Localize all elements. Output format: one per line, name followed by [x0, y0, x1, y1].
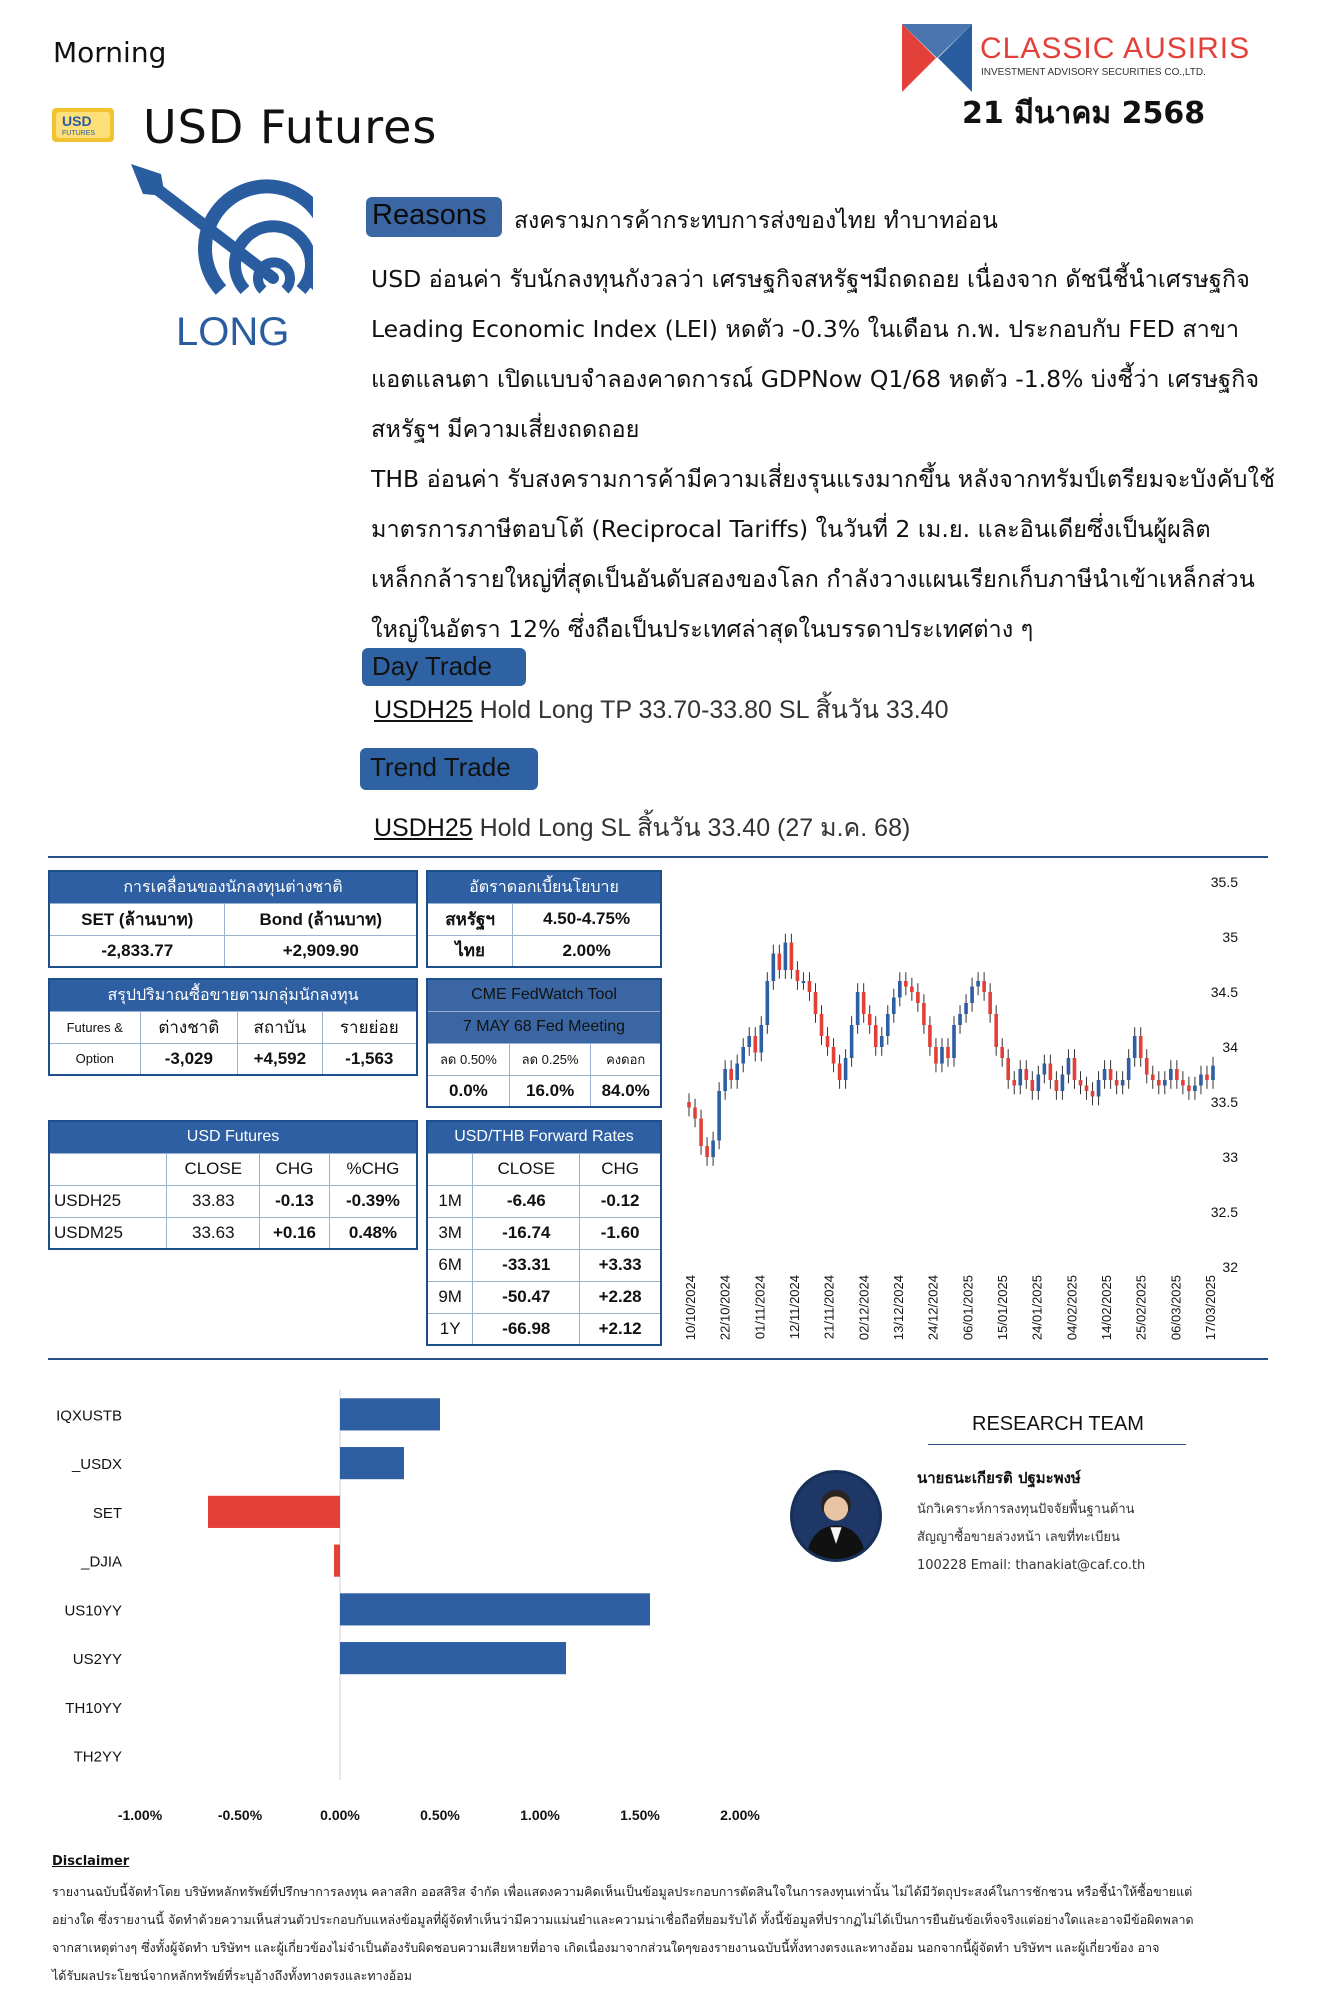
research-team-title: RESEARCH TEAM — [972, 1413, 1144, 1435]
reason-line: Leading Economic Index (LEI) หดตัว -0.3% ในเดือน ก.พ. ประกอบกับ FED สาขา — [371, 315, 1240, 343]
candle-body — [1205, 1075, 1209, 1081]
candle-body — [753, 1036, 757, 1053]
reason-line: THB อ่อนค่า รับสงครามการค้ามีความเสี่ยงรุนแรงมากขึ้น หลังจากทรัมป์เตรียมจะบังคับใช้ — [371, 465, 1275, 493]
candle-body — [802, 981, 806, 983]
candle-body — [1073, 1058, 1077, 1080]
day-trade-tag: Day Trade — [362, 648, 526, 686]
candle-body — [958, 1014, 962, 1025]
bar-category-label: IQXUSTB — [56, 1407, 122, 1425]
candle-body — [874, 1025, 878, 1047]
candle-body — [988, 992, 992, 1014]
disclaimer-line: อย่างใด ซึ่งรายงานนี้ จัดทำด้วยความเห็นส่วนตัวประกอบกับแหล่งข้อมูลที่ผู้จัดทำเห็นว่ามีความแม่นยำและความน่าเชื่อถือที่ยอมรับได้ ทั้งนี้ข้อมูลที่ปรากฏไม่ได้เป็นการยืนยันข้อเท็จจริงแต่อย่างใดและอาจมีข้อผิดพลาด — [52, 1912, 1194, 1927]
fedwatch-subtitle: 7 MAY 68 Fed Meeting — [427, 1011, 661, 1043]
candle-body — [759, 1025, 763, 1053]
x-tick-label: 25/02/2025 — [1133, 1275, 1149, 1341]
candle-body — [1061, 1075, 1065, 1092]
bar-category-label: TH2YY — [73, 1748, 122, 1766]
candle-body — [747, 1036, 751, 1047]
forward-col: CLOSE — [473, 1153, 580, 1185]
candle-body — [928, 1025, 932, 1047]
candle-body — [970, 987, 974, 1004]
fedwatch-col: ลด 0.50% — [427, 1043, 509, 1075]
table-row — [427, 1185, 661, 1217]
position-label: LONG — [176, 310, 290, 354]
fedwatch-value: 16.0% — [509, 1075, 591, 1107]
candle-body — [1199, 1075, 1203, 1086]
candle-body — [1151, 1075, 1155, 1081]
x-tick-label: 0.50% — [420, 1807, 460, 1823]
candle-body — [892, 998, 896, 1015]
candle-body — [784, 943, 788, 971]
investor-row-label: Option — [49, 1043, 140, 1075]
analyst-role-line: นักวิเคราะห์การลงทุนปัจจัยพื้นฐานด้าน — [917, 1502, 1135, 1517]
investor-value: +4,592 — [238, 1043, 322, 1075]
analyst-role-line: สัญญาซื้อขายล่วงหน้า เลขที่ทะเบียน — [917, 1530, 1120, 1545]
x-tick-label: 02/12/2024 — [856, 1275, 872, 1341]
analyst-contact: 100228 Email: thanakiat@caf.co.th — [917, 1558, 1146, 1573]
candle-body — [994, 1014, 998, 1047]
forward-close: -66.98 — [473, 1313, 580, 1345]
brand-name: CLASSIC AUSIRIS — [980, 32, 1251, 65]
forward-close: -6.46 — [473, 1185, 580, 1217]
section-divider — [48, 856, 1268, 858]
bar — [340, 1593, 650, 1625]
section-divider — [48, 1358, 1268, 1360]
candle-body — [1163, 1080, 1167, 1086]
usd-futures-symbol: USDH25 — [49, 1185, 167, 1217]
candle-body — [1012, 1080, 1016, 1086]
x-tick-label: 24/12/2024 — [925, 1275, 941, 1341]
forward-close: -33.31 — [473, 1249, 580, 1281]
day-trade-text: Hold Long TP 33.70-33.80 SL สิ้นวัน 33.40 — [472, 696, 949, 724]
candle-body — [1115, 1080, 1119, 1086]
x-tick-label: -0.50% — [217, 1807, 263, 1823]
investor-col: สถาบัน — [238, 1011, 322, 1043]
candle-body — [1157, 1080, 1161, 1086]
usd-futures-title: USD Futures — [49, 1121, 417, 1153]
candle-body — [699, 1119, 703, 1147]
investor-row-label: Futures & — [49, 1011, 140, 1043]
policy-rate-label: สหรัฐฯ — [427, 903, 513, 935]
classic-ausiris-logo — [902, 24, 972, 92]
candle-body — [687, 1102, 691, 1108]
reason-line: เหล็กกล้ารายใหญ่ที่สุดเป็นอันดับสองของโลก กำลังวางแผนเรียกเก็บภาษีนำเข้าเหล็กส่วน — [371, 565, 1255, 593]
forward-col: CHG — [580, 1153, 661, 1185]
fedwatch-col: คงดอก — [591, 1043, 661, 1075]
x-tick-label: 17/03/2025 — [1203, 1275, 1218, 1341]
candle-body — [778, 954, 782, 971]
bar-category-label: US10YY — [64, 1602, 122, 1620]
x-tick-label: 06/03/2025 — [1168, 1275, 1184, 1341]
reasons-headline: สงครามการค้ากระทบการส่งของไทย ทำบาทอ่อน — [514, 208, 998, 234]
candle-body — [735, 1064, 739, 1081]
bar-category-label: SET — [92, 1504, 122, 1522]
usd-futures-col: %CHG — [329, 1153, 417, 1185]
candle-body — [1103, 1069, 1107, 1080]
table-row — [427, 1217, 661, 1249]
report-period: Morning — [53, 36, 167, 69]
policy-rate-label: ไทย — [427, 935, 513, 967]
forward-rates-title: USD/THB Forward Rates — [427, 1121, 661, 1153]
policy-rate-value: 2.00% — [513, 935, 661, 967]
candle-body — [1175, 1069, 1179, 1080]
analyst-role — [917, 1496, 1217, 1580]
y-tick-label: 35 — [1222, 929, 1238, 945]
candle-body — [1145, 1058, 1149, 1075]
reason-line: แอตแลนตา เปิดแบบจำลองคาดการณ์ GDPNow Q1/68 หดตัว -1.8% บ่งชี้ว่า เศรษฐกิจ — [371, 365, 1260, 393]
candle-body — [1049, 1064, 1053, 1081]
x-tick-label: 21/11/2024 — [821, 1275, 837, 1340]
candle-body — [850, 1025, 854, 1058]
forward-chg: +2.28 — [580, 1281, 661, 1313]
x-tick-label: 0.00% — [320, 1807, 360, 1823]
candle-body — [1091, 1091, 1095, 1097]
candle-body — [1181, 1080, 1185, 1086]
policy-rate-table — [426, 870, 662, 968]
investor-value: -1,563 — [322, 1043, 417, 1075]
candle-body — [1193, 1086, 1197, 1092]
y-tick-label: 32.5 — [1210, 1204, 1238, 1220]
fedwatch-value: 0.0% — [427, 1075, 509, 1107]
candle-body — [832, 1047, 836, 1064]
x-tick-label: 14/02/2025 — [1099, 1275, 1114, 1341]
candle-body — [1211, 1066, 1215, 1080]
avatar — [790, 1470, 882, 1562]
candle-body — [1043, 1064, 1047, 1075]
candle-body — [916, 992, 920, 1003]
day-trade-line — [374, 690, 949, 730]
candle-body — [1031, 1080, 1035, 1091]
forward-col — [427, 1153, 473, 1185]
page-title: USD Futures — [143, 100, 438, 154]
candle-body — [1139, 1036, 1143, 1058]
bar — [340, 1642, 566, 1674]
usdthb-candlestick-chart — [676, 872, 1246, 1372]
candle-body — [886, 1014, 890, 1036]
policy-rate-title: อัตราดอกเบี้ยนโยบาย — [427, 871, 661, 903]
trend-trade-text: Hold Long SL สิ้นวัน 33.40 (27 ม.ค. 68) — [472, 814, 911, 842]
bar-category-label: _DJIA — [81, 1553, 122, 1571]
disclaimer-text — [52, 1878, 1262, 1990]
candle-body — [940, 1047, 944, 1064]
analyst-name: นายธนะเกียรติ ปฐมะพงษ์ — [917, 1469, 1081, 1487]
fedwatch-table — [426, 978, 662, 1108]
candle-body — [1187, 1086, 1191, 1092]
reasons-tag: Reasons — [366, 197, 502, 237]
candle-body — [868, 1014, 872, 1025]
usd-futures-pct: -0.39% — [329, 1185, 417, 1217]
disclaimer-line: จากสาเหตุต่างๆ ซึ่งทั้งผู้จัดทำ บริษัทฯ และผู้เกี่ยวข้องไม่จำเป็นต้องรับผิดชอบความเสียหายที่อาจ เกิดเนื่องมาจากส่วนใดๆของรายงานฉบับนี้ทั้งทางตรงและทางอ้อม นอกจากนี้ผู้จัดทำ บริษัทฯ และผู้เกี่ยวข้อง อาจ — [52, 1940, 1160, 1955]
usd-futures-chg: -0.13 — [260, 1185, 330, 1217]
bar — [340, 1398, 440, 1430]
usd-futures-col: CHG — [260, 1153, 330, 1185]
reasons-paragraph — [371, 254, 1291, 654]
reason-line: ใหญ่ในอัตรา 12% ซึ่งถือเป็นประเทศล่าสุดในบรรดาประเทศต่าง ๆ — [371, 615, 1034, 643]
candle-body — [922, 1003, 926, 1025]
table-row — [49, 1185, 417, 1217]
candle-body — [1097, 1080, 1101, 1097]
trend-trade-symbol: USDH25 — [374, 814, 473, 842]
forward-close: -16.74 — [473, 1217, 580, 1249]
x-tick-label: 13/12/2024 — [891, 1275, 906, 1341]
usd-futures-symbol: USDM25 — [49, 1217, 167, 1249]
candle-body — [1037, 1075, 1041, 1092]
disclaimer-line: รายงานฉบับนี้จัดทำโดย บริษัทหลักทรัพย์ที่ปรึกษาการลงทุน คลาสสิก ออสสิริส จำกัด เพื่อแสดงความคิดเห็นเป็นข้อมูลประกอบการตัดสินใจในการลงทุนเท่านั้น ไม่ได้มีวัตถุประสงค์ในการชักชวน หรือชี้นำให้ซื้อขายแต่ — [52, 1884, 1193, 1899]
bar-category-label: TH10YY — [65, 1699, 122, 1717]
investor-value: -3,029 — [140, 1043, 238, 1075]
brand-subtitle: INVESTMENT ADVISORY SECURITIES CO.,LTD. — [981, 67, 1206, 78]
candle-body — [1079, 1080, 1083, 1086]
reason-line: มาตรการภาษีตอบโต้ (Reciprocal Tariffs) ในวันที่ 2 เม.ย. และอินเดียซึ่งเป็นผู้ผลิต — [371, 515, 1211, 543]
x-tick-label: 10/10/2024 — [683, 1275, 698, 1341]
x-tick-label: 2.00% — [720, 1807, 760, 1823]
foreign-flow-table — [48, 870, 418, 968]
foreign-flow-title: การเคลื่อนของนักลงทุนต่างชาติ — [49, 871, 417, 903]
foreign-flow-value: +2,909.90 — [225, 935, 417, 967]
candle-body — [898, 981, 902, 998]
report-date: 21 มีนาคม 2568 — [962, 96, 1206, 131]
forward-tenor: 1M — [427, 1185, 473, 1217]
bar — [208, 1496, 340, 1528]
candle-body — [1006, 1058, 1010, 1080]
svg-text:USD: USD — [62, 113, 92, 129]
x-tick-label: 01/11/2024 — [752, 1275, 768, 1340]
table-row — [427, 1249, 661, 1281]
investor-col: รายย่อย — [322, 1011, 417, 1043]
candle-body — [717, 1091, 721, 1141]
bar-category-label: US2YY — [72, 1651, 122, 1669]
x-tick-label: 24/01/2025 — [1029, 1275, 1045, 1341]
x-tick-label: 1.50% — [620, 1807, 660, 1823]
research-team-divider — [928, 1444, 1186, 1445]
forward-chg: +2.12 — [580, 1313, 661, 1345]
x-tick-label: 1.00% — [520, 1807, 560, 1823]
x-tick-label: 15/01/2025 — [995, 1275, 1010, 1341]
candle-body — [976, 981, 980, 987]
candle-body — [910, 987, 914, 993]
disclaimer-line: ได้รับผลประโยชน์จากหลักทรัพย์ที่ระบุอ้างถึงทั้งทางตรงและทางอ้อม — [52, 1968, 412, 1983]
candle-body — [796, 970, 800, 981]
person-icon — [793, 1473, 879, 1559]
y-tick-label: 33 — [1222, 1149, 1238, 1165]
bar-category-label: _USDX — [71, 1456, 122, 1474]
candle-body — [729, 1069, 733, 1080]
investor-summary-table — [48, 978, 418, 1076]
forward-close: -50.47 — [473, 1281, 580, 1313]
x-tick-label: 12/11/2024 — [787, 1275, 802, 1340]
trend-trade-line — [374, 808, 910, 848]
fedwatch-col: ลด 0.25% — [509, 1043, 591, 1075]
forward-tenor: 6M — [427, 1249, 473, 1281]
usd-futures-close: 33.63 — [167, 1217, 260, 1249]
forward-chg: -0.12 — [580, 1185, 661, 1217]
fedwatch-title: CME FedWatch Tool — [427, 979, 661, 1011]
policy-rate-value: 4.50-4.75% — [513, 903, 661, 935]
candle-body — [1133, 1036, 1137, 1058]
candle-body — [705, 1146, 709, 1157]
table-row — [427, 1281, 661, 1313]
table-row — [427, 1313, 661, 1345]
reason-line: สหรัฐฯ มีความเสี่ยงถดถอย — [371, 415, 640, 443]
usd-futures-pct: 0.48% — [329, 1217, 417, 1249]
y-tick-label: 34.5 — [1210, 984, 1238, 1000]
candle-body — [772, 954, 776, 982]
forward-rates-table — [426, 1120, 662, 1346]
x-tick-label: 06/01/2025 — [960, 1275, 976, 1341]
day-trade-symbol: USDH25 — [374, 696, 473, 724]
candle-body — [838, 1064, 842, 1081]
trend-trade-tag: Trend Trade — [360, 748, 538, 790]
usd-futures-col — [49, 1153, 167, 1185]
candle-body — [964, 1003, 968, 1014]
investor-col: ต่างชาติ — [140, 1011, 238, 1043]
x-tick-label: -1.00% — [117, 1807, 163, 1823]
y-tick-label: 33.5 — [1210, 1094, 1238, 1110]
usd-futures-chg: +0.16 — [260, 1217, 330, 1249]
candle-body — [1109, 1069, 1113, 1080]
bar — [334, 1545, 340, 1577]
forward-tenor: 9M — [427, 1281, 473, 1313]
candle-body — [1055, 1080, 1059, 1091]
disclaimer-title: Disclaimer — [52, 1854, 130, 1869]
candle-body — [814, 992, 818, 1014]
candle-body — [711, 1141, 715, 1158]
candle-body — [1000, 1047, 1004, 1058]
reason-line: USD อ่อนค่า รับนักลงทุนกังวลว่า เศรษฐกิจสหรัฐฯมีถดถอย เนื่องจาก ดัชนีชี้นำเศรษฐกิจ — [371, 265, 1250, 293]
candle-body — [904, 981, 908, 987]
candle-body — [766, 981, 770, 1025]
usd-futures-logo — [50, 104, 118, 148]
market-change-bar-chart — [40, 1380, 760, 1840]
usd-futures-col: CLOSE — [167, 1153, 260, 1185]
candle-body — [1067, 1058, 1071, 1075]
forward-tenor: 1Y — [427, 1313, 473, 1345]
candle-body — [808, 981, 812, 992]
y-tick-label: 34 — [1222, 1039, 1238, 1055]
candle-body — [826, 1036, 830, 1047]
investor-summary-title: สรุปปริมาณซื้อขายตามกลุ่มนักลงทุน — [49, 979, 417, 1011]
candle-body — [952, 1025, 956, 1058]
candle-body — [934, 1047, 938, 1064]
candle-body — [790, 943, 794, 971]
fedwatch-value: 84.0% — [591, 1075, 661, 1107]
usd-futures-close: 33.83 — [167, 1185, 260, 1217]
usd-futures-table — [48, 1120, 418, 1250]
svg-text:FUTURES: FUTURES — [62, 130, 96, 137]
forward-tenor: 3M — [427, 1217, 473, 1249]
candle-body — [1121, 1080, 1125, 1086]
candle-body — [1127, 1058, 1131, 1080]
candle-body — [1085, 1086, 1089, 1092]
candle-body — [723, 1069, 727, 1091]
candle-body — [856, 992, 860, 1025]
candle-body — [982, 981, 986, 992]
foreign-flow-col: SET (ล้านบาท) — [49, 903, 225, 935]
forward-chg: -1.60 — [580, 1217, 661, 1249]
foreign-flow-value: -2,833.77 — [49, 935, 225, 967]
y-tick-label: 35.5 — [1210, 874, 1238, 890]
candle-body — [946, 1047, 950, 1058]
bar — [340, 1447, 404, 1479]
candle-body — [862, 992, 866, 1014]
candle-body — [820, 1014, 824, 1036]
candle-body — [1169, 1069, 1173, 1080]
target-icon — [125, 158, 313, 298]
candle-body — [880, 1036, 884, 1047]
candle-body — [741, 1047, 745, 1064]
foreign-flow-col: Bond (ล้านบาท) — [225, 903, 417, 935]
candle-body — [1024, 1069, 1028, 1080]
candle-body — [1018, 1069, 1022, 1086]
table-row — [49, 1217, 417, 1249]
candle-body — [693, 1108, 697, 1119]
x-tick-label: 22/10/2024 — [717, 1275, 733, 1341]
candle-body — [844, 1058, 848, 1080]
x-tick-label: 04/02/2025 — [1064, 1275, 1080, 1341]
y-tick-label: 32 — [1222, 1259, 1238, 1275]
forward-chg: +3.33 — [580, 1249, 661, 1281]
